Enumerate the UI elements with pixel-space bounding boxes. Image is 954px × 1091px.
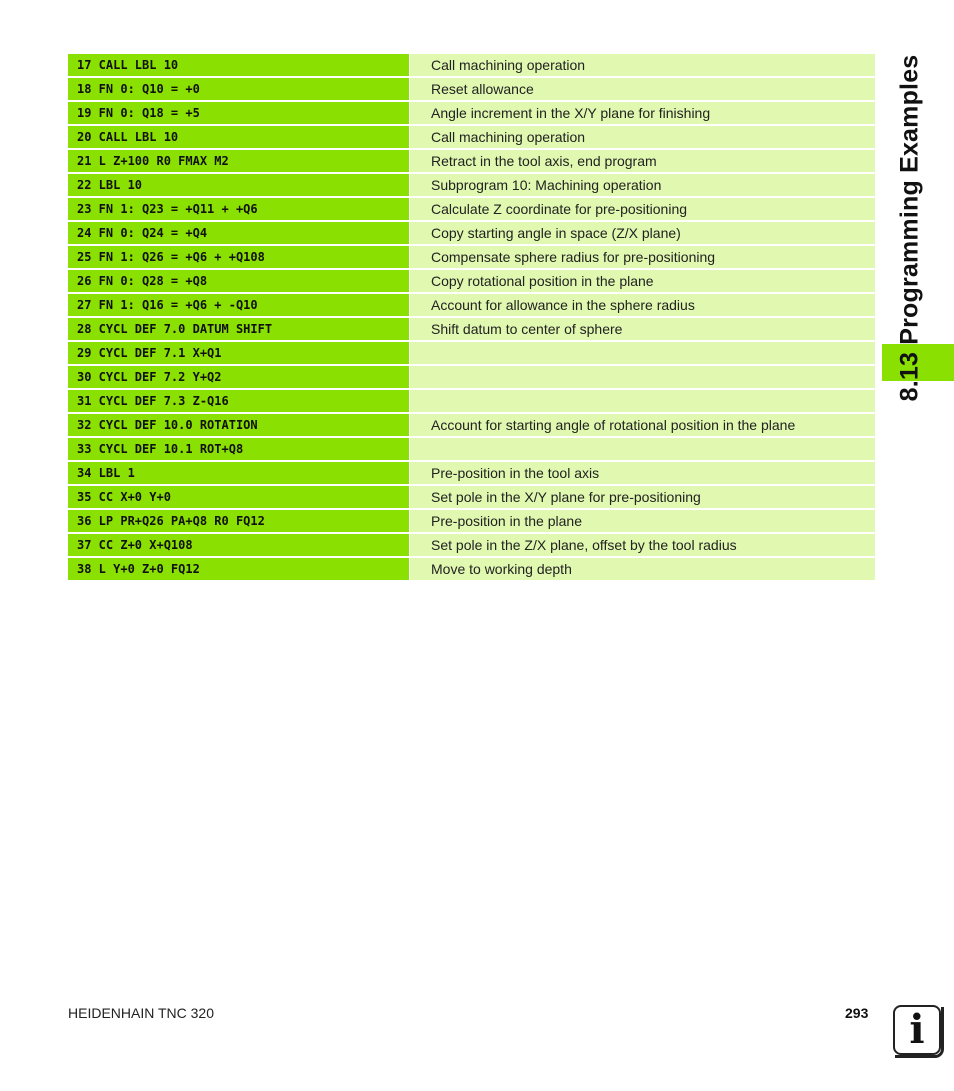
nc-block-description: Reset allowance bbox=[410, 78, 875, 100]
nc-block-code: 27 FN 1: Q16 = +Q6 + -Q10 bbox=[68, 294, 409, 316]
nc-block-description: Set pole in the Z/X plane, offset by the tool radius bbox=[410, 534, 875, 556]
nc-block-code: 17 CALL LBL 10 bbox=[68, 54, 409, 76]
nc-block-description: Retract in the tool axis, end program bbox=[410, 150, 875, 172]
nc-block-code: 20 CALL LBL 10 bbox=[68, 126, 409, 148]
table-row bbox=[68, 294, 875, 316]
nc-block-code: 23 FN 1: Q23 = +Q11 + +Q6 bbox=[68, 198, 409, 220]
nc-block-description: Compensate sphere radius for pre-positioning bbox=[410, 246, 875, 268]
table-row bbox=[68, 462, 875, 484]
nc-block-code: 32 CYCL DEF 10.0 ROTATION bbox=[68, 414, 409, 436]
table-row bbox=[68, 150, 875, 172]
nc-block-code: 30 CYCL DEF 7.2 Y+Q2 bbox=[68, 366, 409, 388]
nc-block-code: 33 CYCL DEF 10.1 ROT+Q8 bbox=[68, 438, 409, 460]
table-row bbox=[68, 366, 875, 388]
nc-block-description: Account for allowance in the sphere radius bbox=[410, 294, 875, 316]
nc-block-code: 29 CYCL DEF 7.1 X+Q1 bbox=[68, 342, 409, 364]
table-row bbox=[68, 486, 875, 508]
nc-block-description: Angle increment in the X/Y plane for finishing bbox=[410, 102, 875, 124]
table-row bbox=[68, 174, 875, 196]
nc-block-code: 28 CYCL DEF 7.0 DATUM SHIFT bbox=[68, 318, 409, 340]
footer-manual-title: HEIDENHAIN TNC 320 bbox=[68, 1005, 215, 1021]
table-row bbox=[68, 534, 875, 556]
info-icon bbox=[893, 1005, 941, 1055]
table-row bbox=[68, 510, 875, 532]
table-row bbox=[68, 198, 875, 220]
nc-block-description: Subprogram 10: Machining operation bbox=[410, 174, 875, 196]
nc-block-description bbox=[410, 366, 875, 388]
program-listing-table bbox=[68, 54, 875, 582]
nc-block-description: Copy rotational position in the plane bbox=[410, 270, 875, 292]
nc-block-description bbox=[410, 390, 875, 412]
nc-block-code: 24 FN 0: Q24 = +Q4 bbox=[68, 222, 409, 244]
nc-block-code: 31 CYCL DEF 7.3 Z-Q16 bbox=[68, 390, 409, 412]
table-row bbox=[68, 342, 875, 364]
nc-block-description: Copy starting angle in space (Z/X plane) bbox=[410, 222, 875, 244]
nc-block-code: 18 FN 0: Q10 = +0 bbox=[68, 78, 409, 100]
nc-block-code: 34 LBL 1 bbox=[68, 462, 409, 484]
nc-block-code: 38 L Y+0 Z+0 FQ12 bbox=[68, 558, 409, 580]
nc-block-description: Call machining operation bbox=[410, 54, 875, 76]
table-row bbox=[68, 438, 875, 460]
table-row bbox=[68, 414, 875, 436]
table-row bbox=[68, 246, 875, 268]
table-row bbox=[68, 270, 875, 292]
table-row bbox=[68, 222, 875, 244]
nc-block-code: 26 FN 0: Q28 = +Q8 bbox=[68, 270, 409, 292]
nc-block-code: 19 FN 0: Q18 = +5 bbox=[68, 102, 409, 124]
table-row bbox=[68, 390, 875, 412]
nc-block-code: 21 L Z+100 R0 FMAX M2 bbox=[68, 150, 409, 172]
nc-block-description: Account for starting angle of rotational position in the plane bbox=[410, 414, 875, 436]
nc-block-code: 37 CC Z+0 X+Q108 bbox=[68, 534, 409, 556]
table-row bbox=[68, 54, 875, 76]
table-row bbox=[68, 318, 875, 340]
table-row bbox=[68, 126, 875, 148]
nc-block-description: Call machining operation bbox=[410, 126, 875, 148]
table-row bbox=[68, 558, 875, 580]
nc-block-description: Shift datum to center of sphere bbox=[410, 318, 875, 340]
info-icon-glyph: i bbox=[909, 1006, 925, 1053]
table-row bbox=[68, 102, 875, 124]
nc-block-description bbox=[410, 342, 875, 364]
nc-block-description: Pre-position in the tool axis bbox=[410, 462, 875, 484]
nc-block-code: 25 FN 1: Q26 = +Q6 + +Q108 bbox=[68, 246, 409, 268]
nc-block-description bbox=[410, 438, 875, 460]
nc-block-description: Pre-position in the plane bbox=[410, 510, 875, 532]
nc-block-description: Set pole in the X/Y plane for pre-positioning bbox=[410, 486, 875, 508]
table-row bbox=[68, 78, 875, 100]
nc-block-description: Move to working depth bbox=[410, 558, 875, 580]
page-number: 293 bbox=[845, 1005, 869, 1021]
nc-block-code: 36 LP PR+Q26 PA+Q8 R0 FQ12 bbox=[68, 510, 409, 532]
nc-block-code: 22 LBL 10 bbox=[68, 174, 409, 196]
nc-block-code: 35 CC X+0 Y+0 bbox=[68, 486, 409, 508]
nc-block-description: Calculate Z coordinate for pre-positioning bbox=[410, 198, 875, 220]
chapter-title-text: 8.13 Programming Examples bbox=[895, 54, 924, 402]
